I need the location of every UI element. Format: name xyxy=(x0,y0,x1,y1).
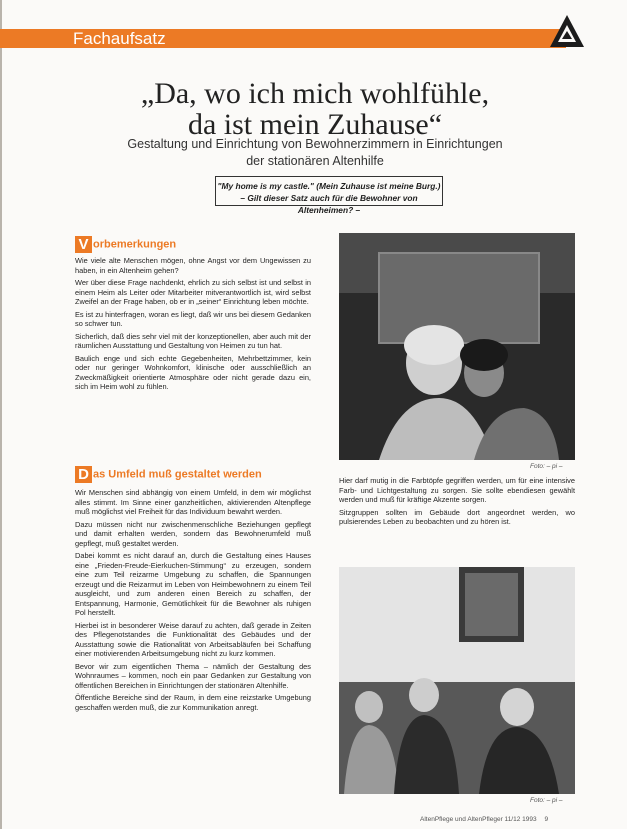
paragraph: Wie viele alte Menschen mögen, ohne Angst vor dem Ungewissen zu haben, in ein Altenheim gehen? xyxy=(75,256,311,275)
article-title xyxy=(60,78,570,140)
subtitle-line-1: Gestaltung und Einrichtung von Bewohnerzimmern in Einrichtungen xyxy=(127,137,503,151)
quote-line-2: – Gilt dieser Satz auch für die Bewohner von Altenheimen? – xyxy=(240,193,418,215)
paragraph: Dabei kommt es nicht darauf an, durch die Gestaltung eines Hauses eine „Frieden-Freude-Eierkuchen-Stimmung“ zu erzeugen, sondern eine zum Teil reizarme Umgebung zu schaffen, die Spannungen erzeugt und die Reizarmut im Leben von Heimbewohnern zu einem Teil ausgleicht, und zum anderen einen Bereich zu schaffen, der Entspannung, Harmonie, Gemütlichkeit für die Bewohner als ruhigen Pol herstellt. xyxy=(75,551,311,617)
footer-source: AltenPflege und AltenPfleger 11/12 1993 xyxy=(420,816,537,823)
subtitle-line-2: der stationären Altenhilfe xyxy=(246,154,384,168)
article-subtitle xyxy=(60,136,570,170)
section-body-vorbemerkungen xyxy=(75,256,311,395)
title-line-2: da ist mein Zuhause“ xyxy=(187,108,443,141)
paragraph: Hier darf mutig in die Farbtöpfe gegriffen werden, um für eine intensive Farb- und Lichtgestaltung zu sorgen. Sie sollte ebendiesen gewählt werden und muß für kräftige Akzente sorgen. xyxy=(339,476,575,504)
section-heading-umfeld xyxy=(75,466,315,484)
page-number: 9 xyxy=(544,816,549,823)
paragraph: Sicherlich, daß dies sehr viel mit der konzeptionellen, aber auch mit der räumlichen Ausstattung und Gestaltung von Heimen zu tun hat. xyxy=(75,331,311,350)
title-line-1: „Da, wo ich mich wohlfühle, xyxy=(140,77,490,110)
section-heading-vorbemerkungen xyxy=(75,236,315,254)
paragraph: Wer über diese Frage nachdenkt, ehrlich zu sich selbst ist und selbst in einem Heim als Leiter oder Mitarbeiter mitverantwortlich ist, wird selbst Zweifel an der Frage haben, ob er in „seiner“ Einrichtung leben möchte. xyxy=(75,278,311,306)
heading-text: as Umfeld muß gestaltet werden xyxy=(93,468,262,481)
photo-caption: Foto: – pi – xyxy=(530,797,563,804)
paragraph: Dazu müssen nicht nur zwischenmenschliche Beziehungen gepflegt und damit erhalten werden, sondern das Bewohnerumfeld muß gepflegt, muß gestaltet werden. xyxy=(75,519,311,548)
paragraph: Sitzgruppen sollten im Gebäude dort angeordnet werden, wo pulsierendes Leben zu beobachten und zu hören ist. xyxy=(339,507,575,526)
paragraph: Hierbei ist in besonderer Weise darauf zu achten, daß gerade in Zeiten des Pflegenotstandes die Funktionalität des Gebäudes und der Ausstattung sowie die Rationalität von Arbeitsabläufen bei Schaffung einer motivierenden Arbeitsumgebung nicht zu kurz kommen. xyxy=(75,620,311,658)
page-footer xyxy=(420,816,548,823)
triangle-logo-icon xyxy=(548,13,586,49)
paragraph: Baulich enge und sich echte Gegebenheiten, Mehrbettzimmer, kein oder nur geringer Wohnkomfort, klinische oder ausschließlich an Zweckmäßigkeit orientierte Atmosphäre oder nicht gerade dazu ein, sich im Heim wohl zu fühlen. xyxy=(75,353,311,391)
paragraph: Wir Menschen sind abhängig von einem Umfeld, in dem wir möglichst alles stimmt. Im Sinne einer ganzheitlichen, aktivierenden Altenpflege muß möglichst viel Freiheit für das Individuum bewahrt werden. xyxy=(75,488,311,516)
heading-text: orbemerkungen xyxy=(93,238,177,251)
right-column-text xyxy=(339,476,575,530)
drop-cap: D xyxy=(75,466,92,483)
photo-women-seated-room xyxy=(339,567,575,794)
photo-caption: Foto: – pi – xyxy=(530,463,563,470)
section-body-umfeld xyxy=(75,488,311,715)
page-edge xyxy=(0,0,2,829)
photo-two-elderly-women xyxy=(339,233,575,460)
quote-box xyxy=(215,176,443,215)
paragraph: Es ist zu hinterfragen, woran es liegt, daß wir uns bei diesem Gedanken so schwer tun. xyxy=(75,309,311,328)
paragraph: Öffentliche Bereiche sind der Raum, in dem eine reizstarke Umgebung geschaffen werden muß, die zur Kommunikation anregt. xyxy=(75,693,311,712)
quote-line-1: "My home is my castle." (Mein Zuhause ist meine Burg.) xyxy=(217,181,441,191)
section-label: Fachaufsatz xyxy=(73,29,166,48)
drop-cap: V xyxy=(75,236,92,253)
paragraph: Bevor wir zum eigentlichen Thema – nämlich der Gestaltung des Wohnraumes – kommen, noch ein paar Gedanken zur Gestaltung von öffentlichen Bereichen in Einrichtungen der stationären Altenhilfe. xyxy=(75,661,311,690)
